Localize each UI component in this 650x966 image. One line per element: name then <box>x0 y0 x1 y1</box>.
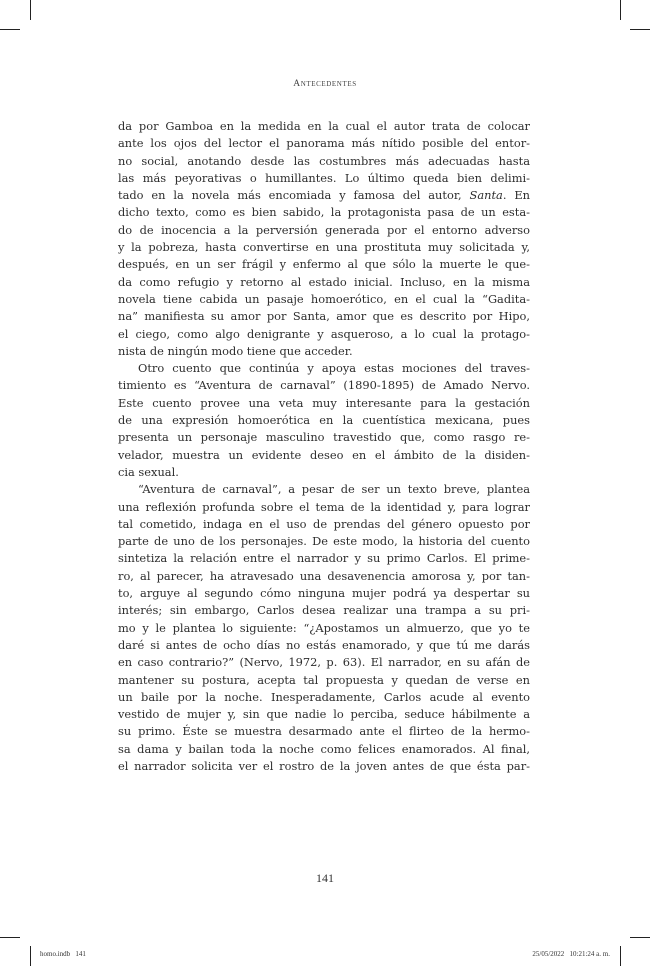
crop-mark-top-right-horizontal <box>630 29 650 30</box>
text-line: dicho texto, como es bien sabido, la protagonista pasa de un esta- <box>118 205 530 220</box>
text-line: na” manifiesta su amor por Santa, amor que es descrito por Hipo, <box>118 309 530 324</box>
text-line: do de inocencia a la perversión generada por el entorno adverso <box>118 222 530 237</box>
text-line: un baile por la noche. Inesperadamente, Carlos acude al evento <box>118 689 530 704</box>
text-line: mantener su postura, acepta tal propuesta y quedan de verse en <box>118 672 530 687</box>
text-line: sintetiza la relación entre el narrador y su primo Carlos. El prime- <box>118 551 530 566</box>
text-line: “Aventura de carnaval”, a pesar de ser un texto breve, plantea <box>138 482 530 497</box>
crop-mark-top-right-vertical <box>620 0 621 20</box>
text-line: de una expresión homoerótica en la cuentística mexicana, pues <box>118 413 530 428</box>
text-line: tal cometido, indaga en el uso de prendas del género opuesto por <box>118 516 530 531</box>
crop-mark-top-left-vertical <box>30 0 31 20</box>
text-line: ante los ojos del lector el panorama más nítido posible del entor- <box>118 136 530 151</box>
text-line: parte de uno de los personajes. De este modo, la historia del cuento <box>118 534 530 549</box>
crop-mark-bottom-left-vertical <box>30 946 31 966</box>
text-line: tado en la novela más encomiada y famosa del autor, Santa. En <box>118 188 530 203</box>
text-line: to, arguye al segundo cómo ninguna mujer podrá ya despertar su <box>118 586 530 601</box>
text-line: después, en un ser frágil y enfermo al que sólo la muerte le que- <box>118 257 530 272</box>
page-number: 141 <box>316 871 334 885</box>
text-line: el narrador solicita ver el rostro de la joven antes de que ésta par- <box>118 758 530 773</box>
text-line: velador, muestra un evidente deseo en el ámbito de la disiden- <box>118 447 530 462</box>
text-line: en caso contrario?” (Nervo, 1972, p. 63). El narrador, en su afán de <box>118 655 530 670</box>
text-line: cia sexual. <box>118 464 179 479</box>
body-text <box>118 118 530 775</box>
text-line: sa dama y bailan toda la noche como felices enamorados. Al final, <box>118 741 530 756</box>
text-line: da como refugio y retorno al estado inicial. Incluso, en la misma <box>118 274 530 289</box>
crop-mark-bottom-right-vertical <box>620 946 621 966</box>
text-line: nista de ningún modo tiene que acceder. <box>118 343 353 358</box>
text-line: daré si antes de ocho días no estás enamorado, y que tú me darás <box>118 637 530 652</box>
text-line: presenta un personaje masculino travestido que, como rasgo re- <box>118 430 530 445</box>
text-line: novela tiene cabida un pasaje homoerótico, en el cual la “Gadita- <box>118 291 530 306</box>
crop-mark-top-left-horizontal <box>0 29 20 30</box>
text-line: no social, anotando desde las costumbres más adecuadas hasta <box>118 153 530 168</box>
text-line: y la pobreza, hasta convertirse en una prostituta muy solicitada y, <box>118 240 530 255</box>
slug-right: 25/05/2022 10:21:24 a. m. <box>532 950 610 958</box>
text-line: su primo. Éste se muestra desarmado ante el flirteo de la hermo- <box>118 724 530 739</box>
text-line: ro, al parecer, ha atravesado una desavenencia amorosa y, por tan- <box>118 568 530 583</box>
crop-mark-bottom-left-horizontal <box>0 937 20 938</box>
text-line: una reflexión profunda sobre el tema de la identidad y, para lograr <box>118 499 530 514</box>
slug-left: homo.indb 141 <box>40 950 86 958</box>
text-line: Este cuento provee una veta muy interesante para la gestación <box>118 395 530 410</box>
text-line: mo y le plantea lo siguiente: “¿Apostamos un almuerzo, que yo te <box>118 620 530 635</box>
text-line: timiento es “Aventura de carnaval” (1890-1895) de Amado Nervo. <box>118 378 530 393</box>
text-line: interés; sin embargo, Carlos desea realizar una trampa a su pri- <box>118 603 530 618</box>
text-line: el ciego, como algo denigrante y asqueroso, a lo cual la protago- <box>118 326 530 341</box>
text-line: Otro cuento que continúa y apoya estas mociones del traves- <box>138 361 530 376</box>
text-line: da por Gamboa en la medida en la cual el autor trata de colocar <box>118 119 530 133</box>
text-line: las más peyorativas o humillantes. Lo último queda bien delimi- <box>118 170 530 185</box>
crop-mark-bottom-right-horizontal <box>630 937 650 938</box>
text-line: vestido de mujer y, sin que nadie lo perciba, seduce hábilmente a <box>118 707 530 722</box>
running-header: Antecedentes <box>293 79 357 89</box>
